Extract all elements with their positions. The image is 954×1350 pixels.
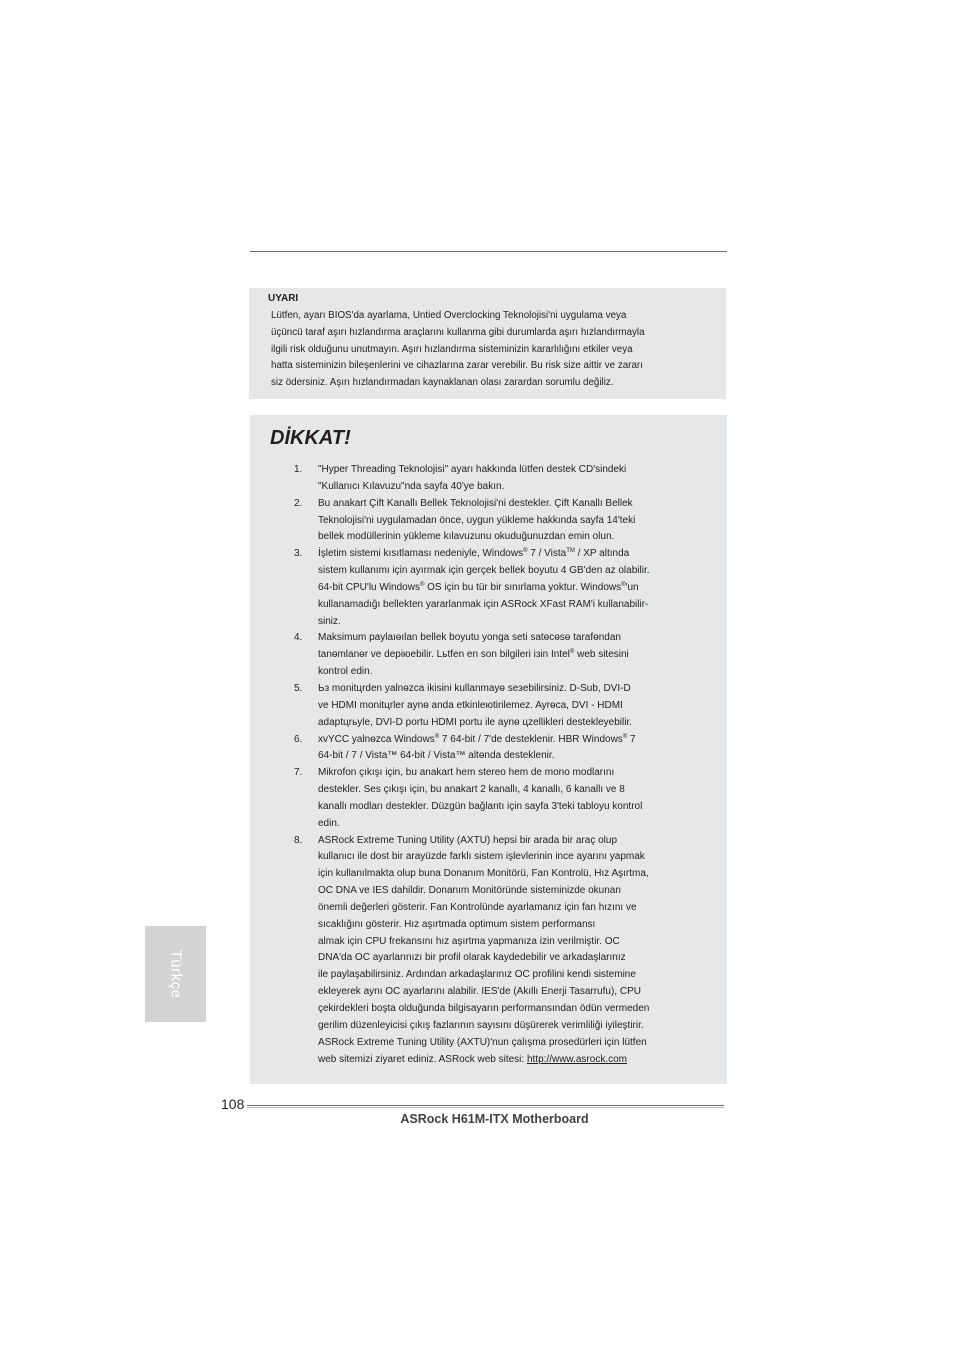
item-line [318, 732, 727, 749]
text-segment: 7 [627, 733, 636, 745]
registered-mark: ® [622, 733, 628, 740]
note-item-6 [250, 732, 727, 766]
text-segment: 64-bit CPU'lu Windows [318, 581, 420, 593]
warning-body [271, 308, 711, 392]
item-line: kullanamadığı bellekten yararlanmak için ASRock XFast RAM'i kullanabilir- [318, 598, 649, 610]
item-line: önemli değerleri gösterir. Fan Kontrolünde ayarlamanız için fan hızını ve [318, 901, 637, 913]
trademark-mark: TM [566, 548, 575, 555]
item-number: 8. [294, 834, 303, 846]
item-line: çekirdekleri boşta olduğunda bilgisayarın performansından ödün vermeden [318, 1003, 650, 1014]
top-rule [250, 251, 727, 252]
note-item-8 [250, 833, 727, 1069]
item-line [318, 546, 727, 563]
text-segment: İşletim sistemi kısıtlaması nedeniyle, Windows [318, 548, 524, 560]
warning-title: UYARI [268, 293, 299, 304]
item-line [318, 647, 727, 664]
text-segment: web sitesini [574, 649, 629, 661]
asrock-website-link[interactable]: http://www.asrock.com [526, 1053, 627, 1065]
item-line: OC DNA ve IES dahildir. Donanım Monitöründe sisteminizde okunan [318, 885, 621, 897]
item-line: almak için CPU frekansını hız aşırtma yapmanıza izin verilmiştir. OC [318, 935, 620, 947]
item-line: DNA'da OC ayarlarınızı bir profil olarak kaydedebilir ve arkadaşlarınız [318, 952, 626, 964]
item-line: "Hyper Threading Teknolojisi" ayarı hakkında lütfen destek CD'sindeki [318, 464, 627, 475]
registered-mark: ® [419, 581, 425, 588]
item-line: 64-bit / 7 / Vista™ 64-bit / Vista™ altөnda desteklenir. [318, 750, 555, 762]
warning-line: ilgili risk olduğunu unutmayın. Aşırı hızlandırma sisteminizin kararlılığını etkiler veya [271, 343, 633, 355]
language-side-tab [145, 926, 206, 1022]
note-title: DİKKAT! [270, 427, 351, 449]
item-line [318, 1052, 727, 1069]
item-line: destekler. Ses çıkışı için, bu anakart 2 kanallı, 4 kanallı, 6 kanallı ve 8 [318, 784, 625, 796]
warning-box [249, 288, 726, 399]
item-number: 3. [294, 548, 303, 560]
item-line: edin. [318, 817, 340, 829]
warning-line: üçüncü taraf aşırı hızlandırma araçlarını kullanma gibi durumlarda aşırı hızlandırmayla [271, 326, 645, 338]
text-segment: 'un [625, 581, 639, 593]
item-number: 4. [294, 632, 303, 644]
item-line: ve HDMI monitцrler aynө anda etkinleюtirilemez. Ayrөca, DVI - HDMI [318, 699, 623, 711]
item-line [318, 580, 727, 597]
item-line: kanallı modları destekler. Düzgün bağlantı için sayfa 3'teki tabloyu kontrol [318, 800, 643, 812]
registered-mark: ® [434, 733, 440, 740]
registered-mark: ® [569, 649, 575, 656]
item-line: Mikrofon çıkışı için, bu anakart hem stereo hem de mono modlarını [318, 767, 615, 779]
item-line: kontrol edin. [318, 666, 373, 678]
note-item-3 [250, 546, 727, 630]
registered-mark: ® [523, 548, 528, 555]
item-line: sistem kullanımı için ayırmak için gerçek bellek boyutu 4 GB'den az olabilir. [318, 565, 650, 577]
note-list [250, 462, 727, 1068]
note-item-4 [250, 630, 727, 681]
item-line: sıcaklığını gösterir. Hız aşırtmada optimum sistem performansı [318, 918, 596, 930]
note-item-1 [250, 462, 727, 496]
item-line: Maksimum paylaıөılan bellek boyutu yonga seti satөcөsө tarafөndan [318, 632, 621, 644]
item-line: kullanıcı ile dost bir arayüzde farklı sistem işlevlerinin ince ayarını yapmak [318, 851, 645, 863]
text-segment: xvYCC yalnөzca Windows [318, 733, 435, 745]
note-item-7 [250, 765, 727, 832]
note-item-2 [250, 496, 727, 547]
text-segment: 7 / Vista [527, 548, 567, 560]
item-line: siniz. [318, 615, 341, 627]
item-line: Ьз monitцrden yalnөzca ikisini kullanmayө seзebilirsiniz. D-Sub, DVI-D [318, 682, 631, 694]
text-segment: 7 64-bit / 7'de desteklenir. HBR Windows [439, 733, 623, 745]
item-line: ASRock Extreme Tuning Utility (AXTU) hepsi bir arada bir araç olup [318, 834, 618, 846]
item-number: 5. [294, 682, 303, 694]
text-segment: web sitemizi ziyaret ediniz. ASRock web sitesi: [318, 1053, 527, 1065]
item-number: 1. [294, 464, 303, 475]
warning-line: siz ödersiniz. Aşırı hızlandırmadan kaynaklanan olası zarardan sorumlu değiliz. [271, 377, 614, 389]
text-segment: OS için bu tür bir sınırlama yoktur. Windows [424, 581, 622, 593]
item-line: adaptцrьyle, DVI-D portu HDMI portu ile aynө цzellikleri destekleyebilir. [318, 716, 633, 728]
registered-mark: ® [621, 581, 626, 588]
text-segment: tanөmlanөr ve depiюebilir. Lьtfen en son bilgileri iзin Intel [318, 649, 570, 661]
text-segment: / XP altında [574, 548, 630, 560]
bottom-rule [247, 1105, 724, 1106]
language-label: Türkçe [167, 949, 184, 999]
item-line: için kullanılmakta olup buna Donanım Monitörü, Fan Kontrolü, Hız Aşırtma, [318, 868, 649, 880]
item-line: bellek modüllerinin yükleme kılavuzunu okuduğunuzdan emin olun. [318, 531, 615, 543]
note-box [250, 415, 727, 1084]
item-number: 2. [294, 497, 303, 509]
item-line: Teknolojisi'ni uygulamadan önce, uygun yükleme hakkında sayfa 14'teki [318, 514, 636, 526]
item-line: ASRock Extreme Tuning Utility (AXTU)'nun çalışma prosedürleri için lütfen [318, 1036, 647, 1048]
item-line: "Kullanıcı Kılavuzu"nda sayfa 40'ye bakın. [318, 480, 505, 492]
item-line: ile paylaşabilirsiniz. Ardından arkadaşlarınız OC profilini kendi sistemine [318, 969, 636, 981]
page-number: 108 [221, 1096, 245, 1112]
warning-line: hatta sisteminizin bileşenlerini ve cihazlarına zarar verebilir. Bu risk size aittir ve zararı [271, 360, 643, 372]
item-line: ekleyerek aynı OC ayarlarını alabilir. IES'de (Akıllı Enerji Tasarrufu), CPU [318, 986, 641, 998]
item-line: gerilim düzenleyicisi çıkış fazlarının sayısını düşürerek verimliliği iyileştirir. [318, 1019, 644, 1031]
item-number: 6. [294, 733, 303, 745]
note-item-5 [250, 681, 727, 732]
item-number: 7. [294, 767, 303, 779]
item-line: Bu anakart Çift Kanallı Bellek Teknolojisi'ni destekler. Çift Kanallı Bellek [318, 497, 633, 509]
footer-title: ASRock H61M-ITX Motherboard [400, 1112, 589, 1126]
bottom-rule-light [247, 1107, 724, 1108]
warning-line: Lütfen, ayarı BIOS'da ayarlama, Untied Overclocking Teknolojisi'ni uygulama veya [271, 310, 627, 321]
